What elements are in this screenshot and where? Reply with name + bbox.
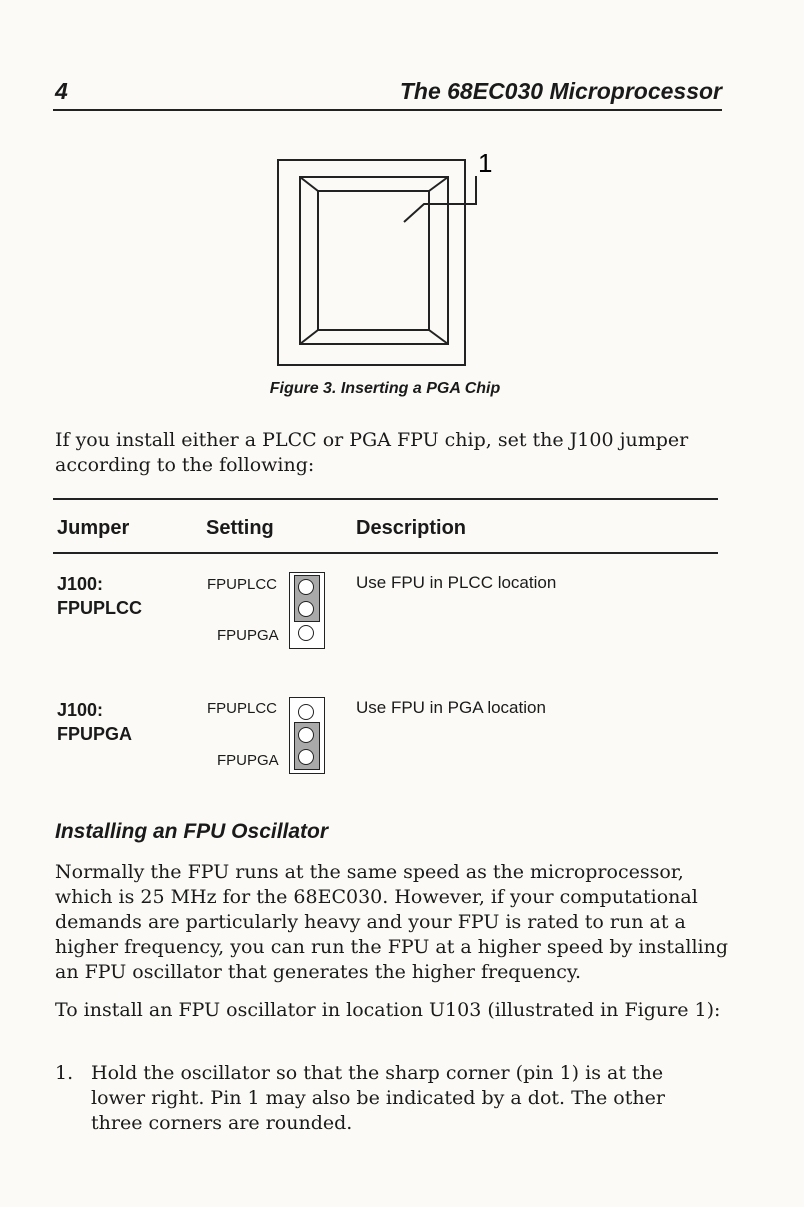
- row1-pin-2: [298, 601, 314, 617]
- install-intro-paragraph: To install an FPU oscillator in location U103 (illustrated in Figure 1):: [55, 999, 721, 1021]
- step-1-text: Hold the oscillator so that the sharp corner (pin 1) is at the lower right. Pin 1 may also be indicated by a dot. The other three corners are rounded.: [91, 1062, 665, 1134]
- row1-jumper-block: [289, 572, 325, 649]
- row2-description: Use FPU in PGA location: [356, 698, 546, 717]
- row2-pin-1: [298, 704, 314, 720]
- row1-description: Use FPU in PLCC location: [356, 573, 557, 592]
- section-heading: Installing an FPU Oscillator: [55, 820, 329, 843]
- row2-pin-3: [298, 749, 314, 765]
- pin1-label: 1: [478, 148, 493, 178]
- step-1-number: 1.: [55, 1062, 74, 1084]
- pga-chip-inner: [318, 191, 429, 330]
- column-header-jumper: Jumper: [57, 517, 130, 539]
- bevel-bottom-right: [429, 330, 448, 344]
- column-header-setting: Setting: [206, 517, 274, 539]
- row2-jumper-block: [289, 697, 325, 774]
- figure-caption: Figure 3. Inserting a PGA Chip: [269, 380, 501, 397]
- bevel-top-right: [429, 177, 448, 191]
- running-title: The 68EC030 Microprocessor: [399, 78, 722, 104]
- column-header-description: Description: [356, 517, 467, 539]
- row2-pin-2: [298, 727, 314, 743]
- table-top-rule: [53, 498, 718, 500]
- row1-pin-3: [298, 625, 314, 641]
- row2-setting-bottom-label: FPUPGA: [217, 752, 279, 769]
- row2-jumper-line1: J100:: [57, 700, 104, 720]
- row1-jumper-line1: J100:: [57, 574, 104, 594]
- bevel-top-left: [300, 177, 318, 191]
- pga-chip-figure: [0, 0, 804, 380]
- bevel-bottom-left: [300, 330, 318, 344]
- row1-setting-top-label: FPUPLCC: [207, 576, 278, 593]
- row1-pin-1: [298, 579, 314, 595]
- table-header-rule: [53, 552, 718, 554]
- row2-setting-top-label: FPUPLCC: [207, 700, 278, 717]
- row1-setting-bottom-label: FPUPGA: [217, 627, 279, 644]
- page-number: 4: [55, 78, 68, 104]
- row1-jumper-name: [57, 572, 142, 620]
- row2-jumper-name: [57, 698, 132, 746]
- row1-jumper-line2: FPUPLCC: [57, 598, 142, 618]
- oscillator-paragraph: Normally the FPU runs at the same speed as the microprocessor, which is 25 MHz for the 68EC030. However, if your computational demands are particularly heavy and your FPU is rated to run at a higher frequency, you can run the FPU at a higher speed by installing an FPU oscillator that generates the higher frequency.: [55, 861, 729, 983]
- intro-paragraph: If you install either a PLCC or PGA FPU chip, set the J100 jumper according to the following:: [55, 429, 689, 476]
- pga-chip-outer: [300, 177, 448, 344]
- row2-jumper-line2: FPUPGA: [57, 724, 133, 744]
